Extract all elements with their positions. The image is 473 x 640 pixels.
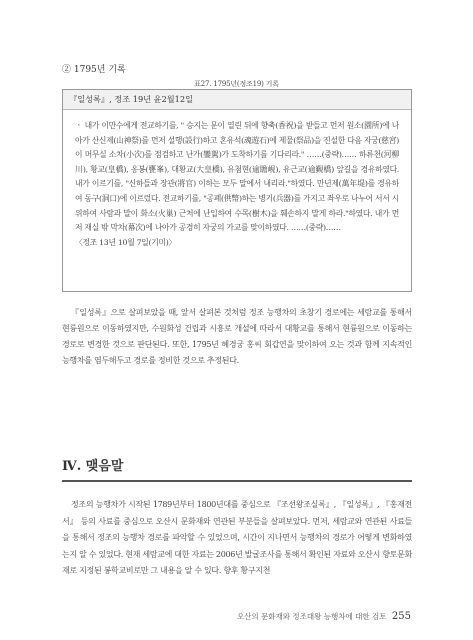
body-paragraph-2 xyxy=(62,497,412,580)
subsection-heading: ② 1795년 기록 xyxy=(62,65,126,75)
paragraph-text: 정조의 능행차가 시작된 1789년부터 1800년대를 중심으로 『조선왕조실록』, 『일성록』, 『홍재전서』 등의 사료를 중심으로 오산시 문화재와 연관된 부분들을 살펴보았다. 먼저, 세람교와 연관된 사료들을 통해서 정조의 능행차 경로를 파악할 수 있었으며, 시간이 지나면서 능행차의 경로가 어떻게 변화하였는지 알 수 있었다. 현재 세람교에 대한 자료는 2006년 발굴조사를 통해서 확인된 자료와 오산시 향토문화재로 지정된 봉학교비로만 그 내용을 알 수 있다. 향후 황구지천 xyxy=(62,500,412,575)
quote-body xyxy=(63,110,411,250)
paragraph-text: 『일성록』으로 살펴보았을 때, 앞서 살펴본 것처럼 정조 능행차의 초창기 경로에는 세람교를 통해서 현륭원으로 이동하였지만, 수원화성 건립과 시흥로 개설에 따라서 대황교를 통해서 현륭원으로 이동하는 경로로 변경한 것으로 판단된다. 또한, 1795년 혜경궁 홍씨 회갑연을 맞이하여 오는 것과 함께 지속적인 능행차를 염두해두고 경로를 정비한 것으로 추정된다. xyxy=(62,308,412,365)
table-caption: 표27. 1795년(정조19) 기록 xyxy=(194,80,279,88)
quote-reference: 〈정조 13년 10월 7일(기미)〉 xyxy=(75,237,176,247)
body-paragraph-1 xyxy=(62,305,412,369)
page-footer xyxy=(237,611,411,622)
page-number: 255 xyxy=(391,611,411,622)
quote-text: ㆍ 내가 이만수에게 전교하기를, " 승지는 문이 열린 뒤에 향축(香祝)을 받들고 먼저 원소(園所)에 나아가 산신제(山神祭)를 먼저 설행(設行)하고 혼유석(魂遊石)에 제물(祭品)을 진설한 다음 자궁(慈宮)이 머무실 소차(小次)를 점검하고 난가(鑾駕)가 도착하기를 기다리라." ……(중략)…… 하류천(河柳川), 황교(皇橋), 옹봉(甕峯), 대황교(大皇橋), 유첨현(逾瞻峴), 유근교(逾覲橋) 앞길을 경유하였다. 내가 이르기를, "신하들과 장관(將官) 이하는 모두 말에서 내리라."하였다. 만년제(萬年堤)를 경유하여 동구(洞口)에 이르렀다. 전교하기를, "공폐(供幣)하는 병기(兵器)를 가지고 좌우로 나누어 서서 시위하여 사람과 말이 화소(火巢) 근처에 난입하여 수목(樹木)을 훼손하지 말게 하라."하였다. 내가 먼저 재실 밖 막차(幕次)에 나아가 공경히 자궁의 가교를 맞이하였다. ……(중략)…… xyxy=(75,121,399,233)
quote-source: 『일성록』, 정조 19년 윤2월12일 xyxy=(63,90,411,110)
quote-box xyxy=(62,89,412,292)
running-title: 오산의 문화재와 정조대왕 능행차에 대한 검토 xyxy=(236,612,387,621)
chapter-title: Ⅳ. 맺음말 xyxy=(62,456,412,482)
